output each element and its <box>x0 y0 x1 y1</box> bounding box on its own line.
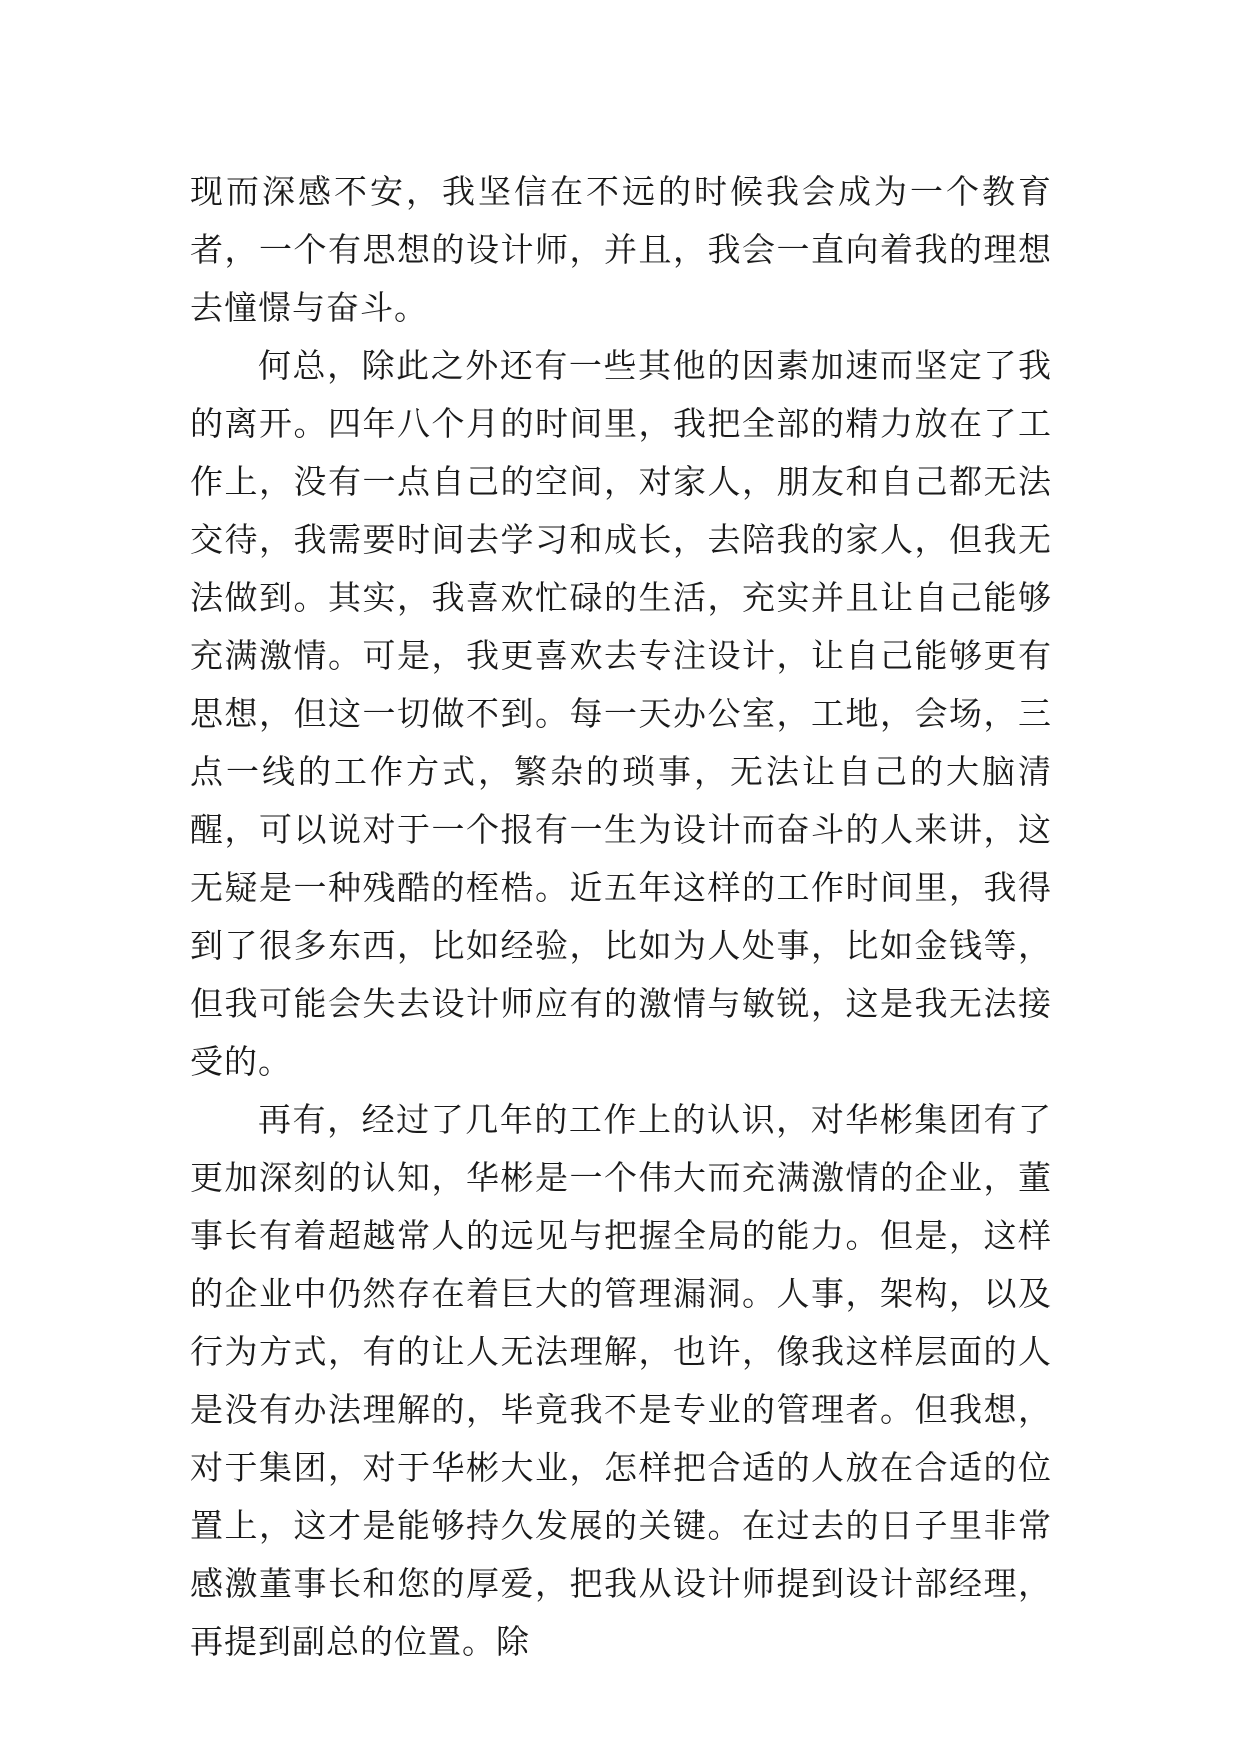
body-text <box>190 163 1052 1671</box>
paragraph-3: 再有，经过了几年的工作上的认识，对华彬集团有了更加深刻的认知，华彬是一个伟大而充满激情的企业，董事长有着超越常人的远见与把握全局的能力。但是，这样的企业中仍然存在着巨大的管理漏洞。人事，架构，以及行为方式，有的让人无法理解，也许，像我这样层面的人是没有办法理解的，毕竟我不是专业的管理者。但我想，对于集团，对于华彬大业，怎样把合适的人放在合适的位置上，这才是能够持久发展的关键。在过去的日子里非常感激董事长和您的厚爱，把我从设计师提到设计部经理，再提到副总的位置。除 <box>190 1100 1052 1661</box>
paragraph-1: 现而深感不安，我坚信在不远的时候我会成为一个教育者，一个有思想的设计师，并且，我会一直向着我的理想去憧憬与奋斗。 <box>190 172 1052 327</box>
paragraph-2: 何总，除此之外还有一些其他的因素加速而坚定了我的离开。四年八个月的时间里，我把全部的精力放在了工作上，没有一点自己的空间，对家人，朋友和自己都无法交待，我需要时间去学习和成长，去陪我的家人，但我无法做到。其实，我喜欢忙碌的生活，充实并且让自己能够充满激情。可是，我更喜欢去专注设计，让自己能够更有思想，但这一切做不到。每一天办公室，工地，会场，三点一线的工作方式，繁杂的琐事，无法让自己的大脑清醒，可以说对于一个报有一生为设计而奋斗的人来讲，这无疑是一种残酷的桎梏。近五年这样的工作时间里，我得到了很多东西，比如经验，比如为人处事，比如金钱等，但我可能会失去设计师应有的激情与敏锐，这是我无法接受的。 <box>190 346 1052 1081</box>
